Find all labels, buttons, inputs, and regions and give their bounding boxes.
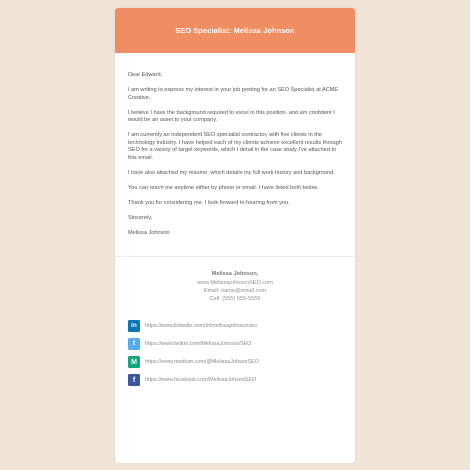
greeting: Dear Edward, — [128, 72, 163, 78]
signature-block-name: Melissa Johnson, — [211, 271, 259, 278]
email-card — [115, 8, 355, 463]
closing: Sincerely, — [128, 214, 153, 221]
paragraph: You can reach me anytime either by phone or email. I have listed both below. — [128, 184, 319, 191]
social-row-linkedin[interactable] — [128, 319, 355, 332]
signature-block — [115, 256, 355, 303]
paragraph: I have also attached my resume, which details my full work history and background. — [128, 169, 335, 176]
social-links — [115, 303, 355, 387]
twitter-icon[interactable]: t — [128, 338, 140, 350]
website-link[interactable]: www.MelissajohnsonSEO.com — [197, 279, 273, 286]
email-header — [115, 8, 355, 53]
medium-icon[interactable]: M — [128, 356, 140, 368]
paragraph: I am writing to express my interest in your job posting for an SEO Specialist at ACME Creative. — [128, 86, 339, 101]
paragraph: I am currently an independent SEO specialist contractor, with five clients in the technology industry. I have helped each of my clients achieve excellent results through SEO for a variety of target keywords, which I detail in the case study I've attached to this email. — [128, 132, 342, 161]
facebook-link[interactable]: https://www.facebook.com/MelissaJohsonSEO — [145, 377, 257, 384]
phone-line: Cell: (555) 555-5555 — [209, 296, 261, 303]
paragraph: Thank you for considering me. I look forward to hearing from you. — [128, 199, 290, 206]
medium-link[interactable]: https://www.medium.com/@MelissaJohsonSEO — [145, 359, 259, 366]
facebook-icon[interactable]: f — [128, 374, 140, 386]
linkedin-icon[interactable]: in — [128, 320, 140, 332]
email-line[interactable]: Email: name@email.com — [203, 287, 267, 294]
email-title: SEO Specialist: Melissa Johnson — [175, 26, 295, 35]
social-row-facebook[interactable] — [128, 374, 355, 387]
twitter-link[interactable]: https://www.twitter.com/MelissaJohnsonSEO — [145, 340, 252, 347]
social-row-medium[interactable] — [128, 356, 355, 369]
letter-body — [115, 53, 355, 237]
signature-name: Melissa Johnson — [128, 229, 170, 236]
linkedin-link[interactable]: https://www.linkedin.com/in/melissajohnsonseo — [145, 322, 258, 329]
paragraph: I believe I have the background required to excel in this position, and am confident I would be an asset to your company. — [128, 109, 335, 124]
social-row-twitter[interactable] — [128, 337, 355, 350]
